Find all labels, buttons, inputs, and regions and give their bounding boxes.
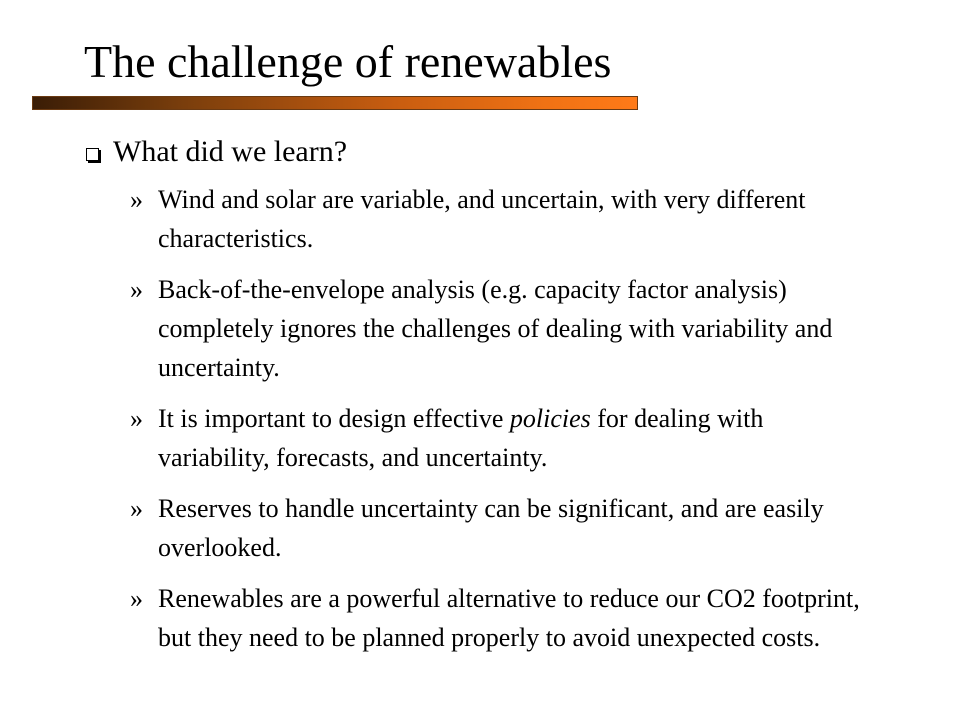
sub-bullet-item <box>130 489 870 567</box>
checkbox-icon <box>86 148 99 161</box>
main-bullet <box>86 134 347 170</box>
chevron-right-icon: » <box>130 185 143 214</box>
emphasized-word: policies <box>509 404 591 433</box>
main-bullet-text: What did we learn? <box>113 135 348 168</box>
sub-bullet-text-before: It is important to design effective <box>158 404 510 433</box>
sub-bullet-item <box>130 399 870 477</box>
sub-bullet-list <box>130 180 870 669</box>
chevron-right-icon: » <box>130 584 143 613</box>
sub-bullet-item <box>130 180 870 258</box>
chevron-right-icon: » <box>130 404 143 433</box>
sub-bullet-item <box>130 270 870 387</box>
sub-bullet-text: Reserves to handle uncertainty can be significant, and are easily overlooked. <box>158 494 824 562</box>
chevron-right-icon: » <box>130 275 143 304</box>
sub-bullet-text: Back-of-the-envelope analysis (e.g. capacity factor analysis) completely ignores the challenges of dealing with variability and uncertainty. <box>158 275 833 382</box>
sub-bullet-text: Wind and solar are variable, and uncertain, with very different characteristics. <box>158 185 806 253</box>
sub-bullet-text: Renewables are a powerful alternative to reduce our CO2 footprint, but they need to be planned properly to avoid unexpected costs. <box>158 584 860 652</box>
sub-bullet-item <box>130 579 870 657</box>
title-underline-bar <box>32 96 638 110</box>
chevron-right-icon: » <box>130 494 143 523</box>
sub-bullet-text <box>158 399 870 477</box>
slide-title: The challenge of renewables <box>84 36 612 87</box>
sub-bullet-text-after: for dealing with variability, forecasts, and uncertainty. <box>158 404 764 472</box>
